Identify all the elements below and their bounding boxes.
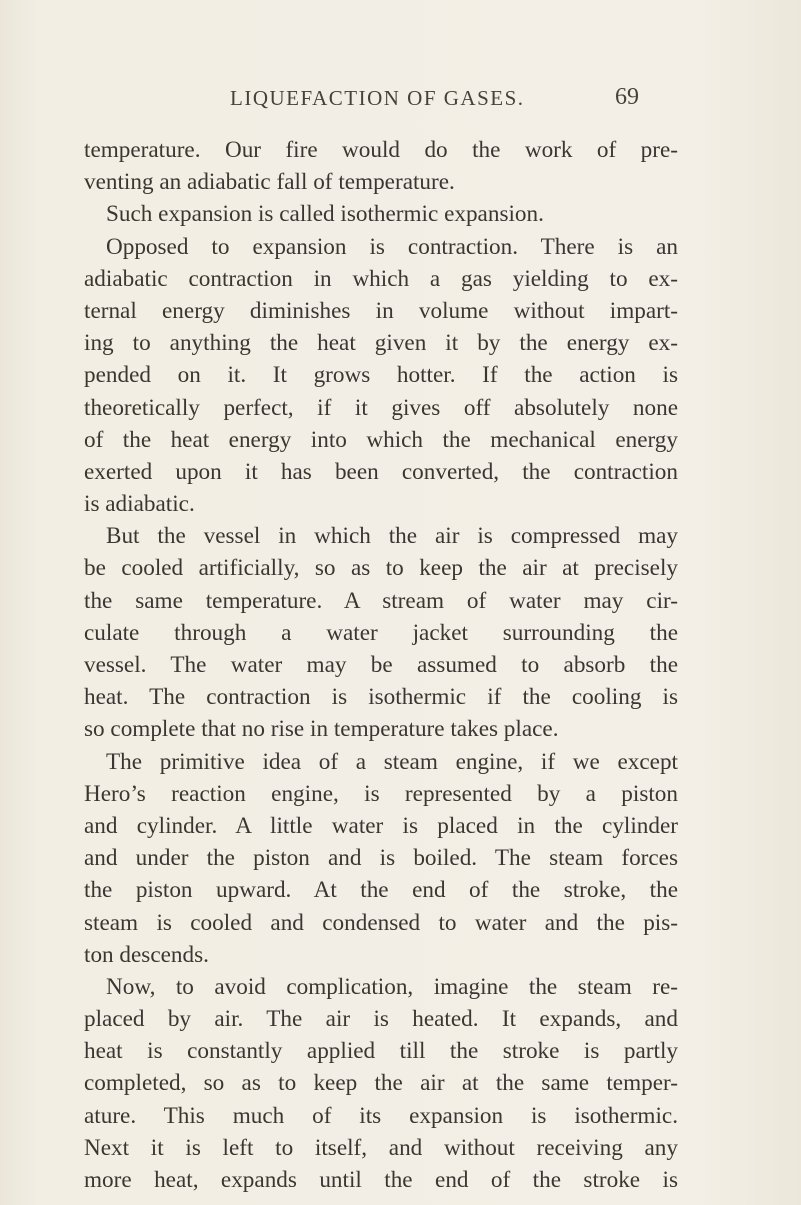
text-line: vessel. The water may be assumed to absorb the <box>84 652 678 678</box>
text-line: the same temperature. A stream of water may cir- <box>84 587 678 614</box>
text-line: Such expansion is called isothermic expansion. <box>106 201 544 228</box>
running-head: LIQUEFACTION OF GASES. <box>230 86 525 110</box>
text-line: But the vessel in which the air is compressed may <box>106 523 678 550</box>
text-line: pended on it. It grows hotter. If the action is <box>84 362 678 389</box>
text-line: ternal energy diminishes in volume without impart- <box>84 297 678 324</box>
text-line: venting an adiabatic fall of temperature. <box>84 169 455 196</box>
page-number: 69 <box>615 84 639 110</box>
text-line: the piston upward. At the end of the stroke, the <box>84 877 678 904</box>
text-line: placed by air. The air is heated. It expands, and <box>84 1006 678 1033</box>
text-line: be cooled artificially, so as to keep the air at precisely <box>84 555 678 582</box>
text-line: adiabatic contraction in which a gas yielding to ex- <box>84 265 678 292</box>
text-line: temperature. Our fire would do the work of pre- <box>84 137 678 163</box>
text-line: and cylinder. A little water is placed in the cylinder <box>84 812 678 839</box>
text-line: more heat, expands until the end of the stroke is <box>84 1167 678 1193</box>
text-line: ing to anything the heat given it by the energy ex- <box>84 330 678 357</box>
text-line: steam is cooled and condensed to water and the pis- <box>84 909 678 936</box>
text-line: ature. This much of its expansion is isothermic. <box>84 1102 678 1129</box>
page-header <box>0 84 801 120</box>
text-line: completed, so as to keep the air at the same temper- <box>84 1070 678 1097</box>
text-line: ton descends. <box>84 941 209 968</box>
text-line: The primitive idea of a steam engine, if we except <box>106 748 678 775</box>
text-line: Opposed to expansion is contraction. There is an <box>106 233 678 260</box>
text-line: exerted upon it has been converted, the contraction <box>84 458 678 485</box>
text-line: so complete that no rise in temperature takes place. <box>84 716 559 743</box>
text-line: is adiabatic. <box>84 491 195 518</box>
text-line: heat. The contraction is isothermic if the cooling is <box>84 684 678 711</box>
text-line: culate through a water jacket surrounding the <box>84 619 678 646</box>
text-line: Now, to avoid complication, imagine the steam re- <box>106 973 678 1000</box>
text-line: Next it is left to itself, and without receiving any <box>84 1134 678 1161</box>
text-line: theoretically perfect, if it gives off absolutely none <box>84 394 678 421</box>
text-line: Hero’s reaction engine, is represented by a piston <box>84 780 678 807</box>
body-text <box>84 134 678 1196</box>
text-line: heat is constantly applied till the stroke is partly <box>84 1038 678 1065</box>
text-line: and under the piston and is boiled. The steam forces <box>84 845 678 872</box>
text-line: of the heat energy into which the mechanical energy <box>84 426 678 453</box>
